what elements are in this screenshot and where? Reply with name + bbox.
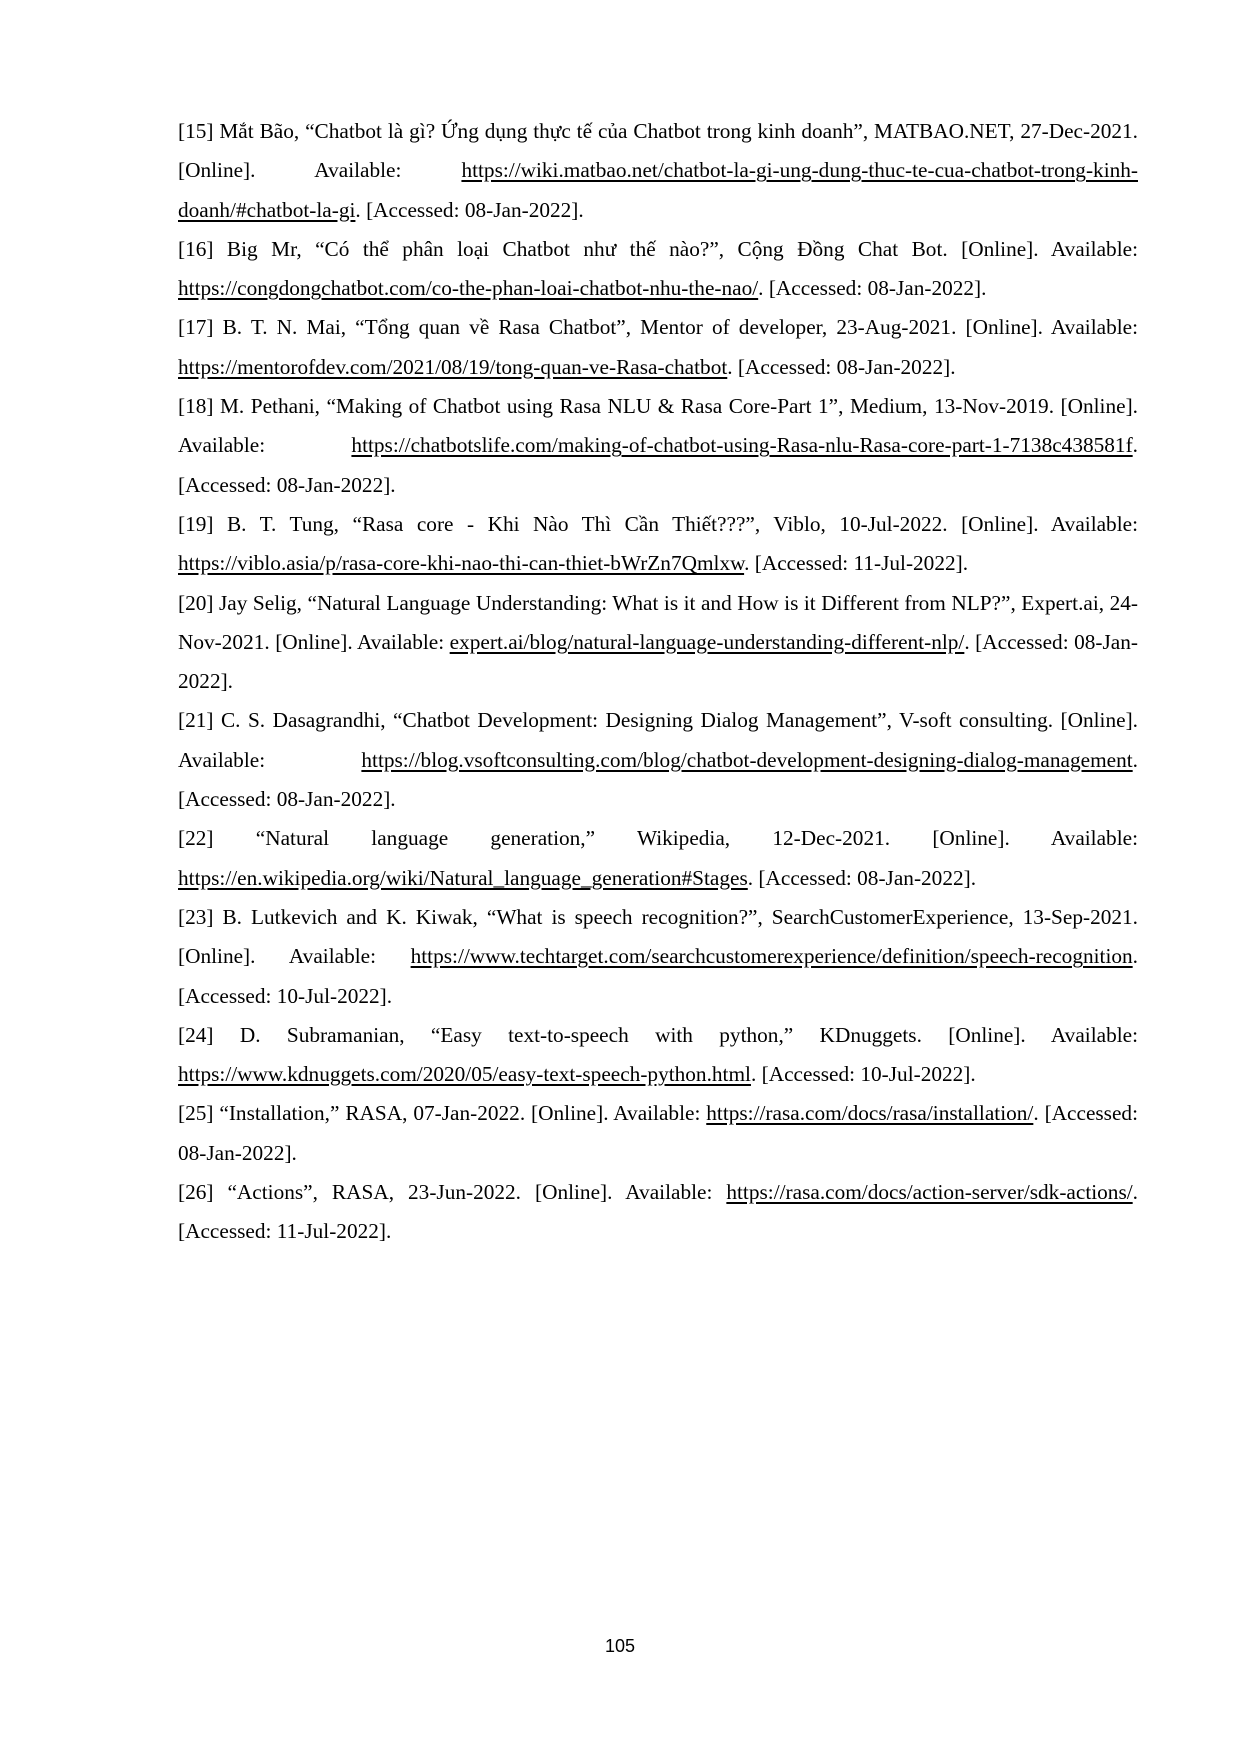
reference-text: [15] Mắt Bão, “Chatbot là gì? Ứng dụng thực tế của Chatbot trong kinh doanh”, MATBAO.NET, 27-Dec-2021. [Online]. Available: — [178, 119, 1138, 183]
reference-accessed: . [Accessed: 08-Jan-2022]. — [178, 1101, 1138, 1165]
reference-accessed: . [Accessed: 08-Jan-2022]. — [758, 276, 987, 301]
reference-text: [21] C. S. Dasagrandhi, “Chatbot Development: Designing Dialog Management”, V-soft consulting. [Online]. Available: — [178, 708, 1138, 772]
reference-item — [178, 230, 1138, 309]
reference-link[interactable]: https://mentorofdev.com/2021/08/19/tong-quan-ve-Rasa-chatbot — [178, 354, 728, 379]
reference-accessed: . [Accessed: 08-Jan-2022]. — [727, 354, 956, 379]
reference-text: [26] “Actions”, RASA, 23-Jun-2022. [Online]. Available: — [178, 1180, 727, 1205]
reference-link[interactable]: https://wiki.matbao.net/chatbot-la-gi-ung-dung-thuc-te-cua-chatbot-trong-kinh-doanh/#chatbot-la-gi — [178, 158, 1138, 222]
reference-accessed: . [Accessed: 11-Jul-2022]. — [744, 551, 969, 576]
reference-accessed: . [Accessed: 10-Jul-2022]. — [750, 1062, 976, 1087]
reference-text: [17] B. T. N. Mai, “Tổng quan về Rasa Chatbot”, Mentor of developer, 23-Aug-2021. [Online]. Available: — [178, 315, 1138, 340]
reference-text: [22] “Natural language generation,” Wikipedia, 12-Dec-2021. [Online]. Available: — [178, 826, 1138, 851]
reference-link[interactable]: https://congdongchatbot.com/co-the-phan-loai-chatbot-nhu-the-nao/ — [178, 276, 759, 301]
reference-text: [23] B. Lutkevich and K. Kiwak, “What is speech recognition?”, SearchCustomerExperience, 13-Sep-2021. [Online]. Available: — [178, 904, 1138, 969]
reference-link[interactable]: https://rasa.com/docs/rasa/installation/ — [706, 1101, 1034, 1126]
reference-link[interactable]: https://rasa.com/docs/action-server/sdk-actions/ — [726, 1180, 1133, 1205]
reference-link[interactable]: https://www.techtarget.com/searchcustomerexperience/definition/speech-recognition — [410, 944, 1133, 969]
reference-accessed: . [Accessed: 08-Jan-2022]. — [178, 629, 1138, 694]
reference-text: [25] “Installation,” RASA, 07-Jan-2022. [Online]. Available: — [178, 1101, 707, 1126]
reference-text: [18] M. Pethani, “Making of Chatbot using Rasa NLU & Rasa Core-Part 1”, Medium, 13-Nov-2019. [Online]. Available: — [178, 394, 1138, 458]
reference-item — [178, 112, 1138, 230]
reference-item — [178, 584, 1138, 702]
reference-accessed: . [Accessed: 08-Jan-2022]. — [747, 865, 977, 890]
reference-text: [16] Big Mr, “Có thể phân loại Chatbot như thế nào?”, Cộng Đồng Chat Bot. [Online]. Available: — [178, 236, 1138, 261]
reference-link[interactable]: expert.ai/blog/natural-language-understanding-different-nlp/ — [449, 629, 965, 654]
reference-item — [178, 1016, 1138, 1095]
reference-list — [178, 112, 1138, 1252]
reference-item — [178, 898, 1138, 1016]
reference-accessed: . [Accessed: 11-Jul-2022]. — [178, 1180, 1138, 1244]
reference-item — [178, 308, 1138, 387]
reference-item — [178, 1173, 1138, 1252]
reference-item — [178, 505, 1138, 584]
reference-accessed: . [Accessed: 08-Jan-2022]. — [178, 433, 1138, 497]
reference-link[interactable]: https://chatbotslife.com/making-of-chatbot-using-Rasa-nlu-Rasa-core-part-1-7138c438581f — [351, 433, 1133, 458]
reference-link[interactable]: https://blog.vsoftconsulting.com/blog/chatbot-development-designing-dialog-management — [361, 747, 1133, 772]
reference-accessed: . [Accessed: 08-Jan-2022]. — [178, 747, 1138, 812]
reference-link[interactable]: https://viblo.asia/p/rasa-core-khi-nao-thi-can-thiet-bWrZn7Qmlxw — [178, 551, 745, 576]
reference-link[interactable]: https://www.kdnuggets.com/2020/05/easy-text-speech-python.html — [178, 1062, 751, 1087]
reference-text: [24] D. Subramanian, “Easy text-to-speech with python,” KDnuggets. [Online]. Available: — [178, 1022, 1138, 1047]
reference-link[interactable]: https://en.wikipedia.org/wiki/Natural_language_generation#Stages — [178, 865, 748, 890]
reference-item — [178, 701, 1138, 819]
reference-item — [178, 1094, 1138, 1173]
reference-accessed: . [Accessed: 08-Jan-2022]. — [355, 197, 584, 222]
page-number: 105 — [604, 1636, 636, 1656]
reference-accessed: . [Accessed: 10-Jul-2022]. — [178, 944, 1138, 1008]
reference-text: [20] Jay Selig, “Natural Language Understanding: What is it and How is it Different from NLP?”, Expert.ai, 24-Nov-2021. [Online]. Available: — [178, 590, 1138, 654]
reference-item — [178, 387, 1138, 505]
reference-item — [178, 819, 1138, 898]
reference-text: [19] B. T. Tung, “Rasa core - Khi Nào Thì Cần Thiết???”, Viblo, 10-Jul-2022. [Online]. Available: — [178, 511, 1138, 536]
